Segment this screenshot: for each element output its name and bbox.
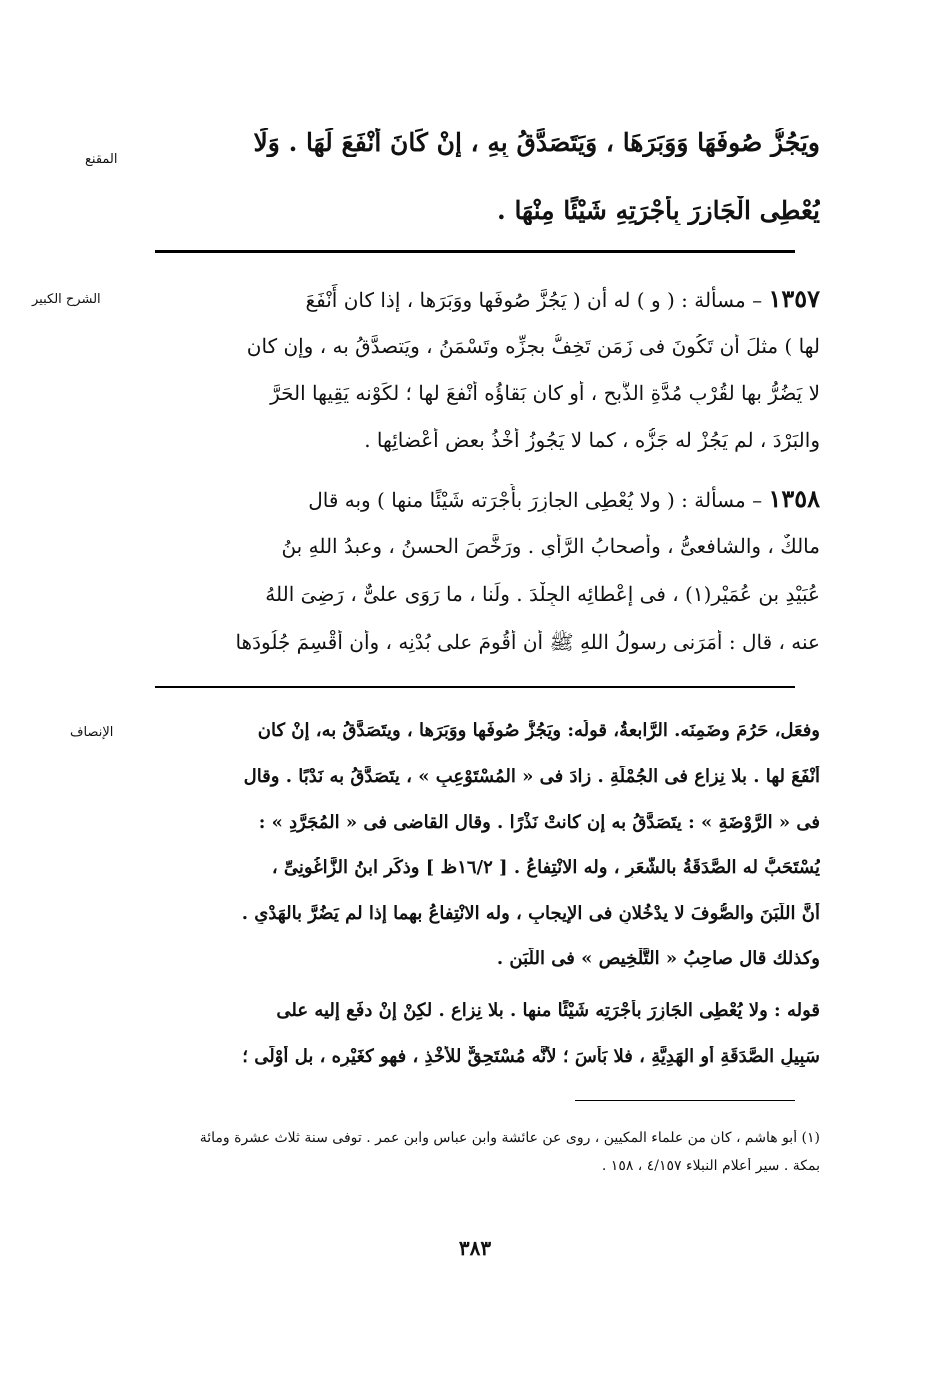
insaf-p1-line-4: يُسْتَحَبُّ له الصَّدَقَةُ بالشَّعَرِ ، وله الانْتِفاعُ . [ ١٦/٢ظ ] وذكَر ابنُ الزَّاغُونِىِّ ، bbox=[271, 857, 820, 878]
sharh-p1-line-3: لا يَضُرُّ بها لقُرْبِ مُدَّةِ الذَّبحِ ، أو كان بَقاؤُه أنْفعَ لها ؛ لكَوْنه يَقِيها الحَرَّ bbox=[270, 381, 820, 405]
footnote-line-2: بمكة . سير أعلام النبلاء ٤/١٥٧ ، ١٥٨ . bbox=[601, 1158, 820, 1174]
insaf-p2-line-1: قوله : ولا يُعْطِى الجَازِرَ بأُجْرَتِه شَيْئًا منها . بلا نِزاعٍ . لكِنْ إنْ دفَع إليه على bbox=[276, 1000, 820, 1021]
muqni-line-1: ويَجُزُّ صُوفَهَا وَوَبَرَهَا ، وَيَتَصَدَّقُ بِهِ ، إنْ كَانَ أَنْفَعَ لَهَا . وَلَا bbox=[253, 128, 820, 157]
insaf-p1-line-1: وفعَل، حَرُمَ وضَمِنَه. الرَّابعةُ، قولُه: ويَجُزُّ صُوفَها ووَبَرَها ، ويتَصَدَّقُ به، إنْ كان bbox=[257, 720, 820, 741]
insaf-p1-line-2: أنْفَعَ لها . بلا نِزاعٍ فى الجُمْلَةِ . زادَ فى « المُسْتَوْعِبِ » ، يتَصَدَّقُ به نَدْبًا . وقال bbox=[243, 766, 820, 787]
issue-number-1358: ١٣٥٨ bbox=[768, 484, 820, 513]
side-label-insaf: الإنصاف bbox=[70, 725, 114, 740]
sharh-p2-line-1 bbox=[150, 484, 820, 513]
sharh-p2-line-1-text: – مسألة : ( ولا يُعْطِى الجازِرَ بأُجْرَته شَيْئًا منها ) وبه قال bbox=[308, 488, 763, 512]
side-label-sharh: الشرح الكبير bbox=[32, 292, 101, 307]
section-divider-thin bbox=[155, 686, 795, 688]
sharh-p2-line-2: مالكٌ ، والشافعىُّ ، وأصحابُ الرَّأْىِ . ورَخَّصَ الحسنُ ، وعبدُ اللهِ بنُ bbox=[281, 534, 820, 558]
insaf-p1-line-3: فى « الرَّوْضَةِ » : يتَصَدَّقُ به إن كانتْ نَذْرًا . وقال القاضى فى « المُجَرَّدِ » : bbox=[258, 812, 820, 833]
sharh-p1-line-1 bbox=[150, 284, 820, 313]
side-label-muqni: المقنع bbox=[85, 152, 118, 167]
sharh-p1-line-4: والبَرْدَ ، لم يَجُزْ له جَزُّه ، كما لا يَجُوزُ أخْذُ بعضِ أعْضائِها . bbox=[364, 428, 820, 452]
sharh-p2-line-4: عنه ، قال : أمَرَنى رسولُ اللهِ ﷺ أن أقُومَ على بُدْنِه ، وأن أقْسِمَ جُلُودَها bbox=[235, 630, 820, 654]
footnote-divider bbox=[575, 1100, 795, 1101]
insaf-p2-line-2: سَبِيلِ الصَّدَقَةِ أو الهَدِيَّةِ ، فلا بَأْسَ ؛ لأنَّه مُسْتَحِقٌّ للأَخْذِ ، فهو كغَيْرِه ، بل أوْلَى ؛ bbox=[242, 1046, 820, 1067]
sharh-p1-line-1-text: – مسألة : ( و ) له أن ( يَجُزَّ صُوفَها ووَبَرَها ، إذا كان أَنْفَعَ bbox=[305, 288, 763, 312]
page-number: ٣٨٣ bbox=[458, 1236, 492, 1260]
insaf-p1-line-6: وكذلك قال صاحِبُ « التَّلْخِيصِ » فى اللَّبَنِ . bbox=[496, 948, 820, 969]
footnote-line-1: (١) أبو هاشم ، كان من علماء المكيين ، روى عن عائشة وابن عباس وابن عمر . توفى سنة ثلاث عشرة ومائة bbox=[199, 1130, 820, 1146]
muqni-line-2: يُعْطِى الْجَازِرَ بِأُجْرَتِهِ شَيْئًا مِنْهَا . bbox=[497, 196, 820, 225]
issue-number-1357: ١٣٥٧ bbox=[768, 284, 820, 313]
section-divider-thick bbox=[155, 250, 795, 253]
sharh-p2-line-3: عُبَيْدِ بنِ عُمَيْرٍ(١) ، فى إعْطائِه الجِلْدَ . ولَنا ، ما رَوَى علىٌّ ، رَضِىَ اللهُ bbox=[265, 582, 820, 606]
sharh-p1-line-2: لها ) مثلَ أن تَكُونَ فى زَمَنٍ تَخِفُّ بجزِّه وتَسْمَنُ ، ويَتصدَّقُ به ، وإن كان bbox=[246, 334, 820, 358]
insaf-p1-line-5: أنَّ اللَّبَنَ والصُّوفَ لا يدْخُلانِ فى الإيجابِ ، وله الانْتِفاعُ بهما إذا لم يَضُرَّ بالهَدْىِ . bbox=[241, 903, 820, 924]
